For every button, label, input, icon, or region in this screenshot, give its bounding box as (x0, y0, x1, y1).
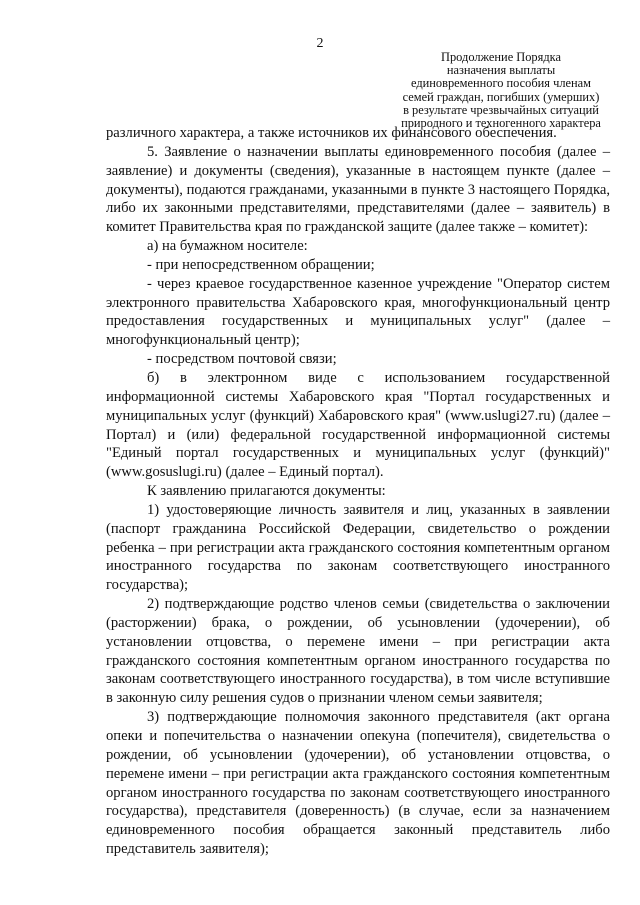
header-note-line: единовременного пособия членам (411, 76, 591, 91)
paragraph-document-2: 2) подтверждающие родство членов семьи (свидетельства о заключении (расторжении) брака, о рождении, об усыновлении (удочерении), об установлении отцовства, о перемене имени – при регистрации акта гражданского состояния компетентным органом иностранного государства по законам соответствующего иностранного государства), в том числе вступившие в законную силу решения судов о признании членом семьи заявителя; (106, 596, 610, 707)
document-body (106, 124, 610, 859)
paragraph-document-3: 3) подтверждающие полномочия законного представителя (акт органа опеки и попечительства о назначении опекуна (попечителя), свидетельства о рождении, об усыновлении (удочерении), об установлении отцовства, о перемене имени – при регистрации акта гражданского состояния компетентным органом иностранного государства по законам соответствующего иностранного государства), представителя (доверенность) (в случае, если за назначением единовременного пособия обращается законный представитель либо представитель заявителя); (106, 709, 610, 858)
paragraph-subitem-a: а) на бумажном носителе: (147, 238, 308, 255)
paragraph-bullet: - посредством почтовой связи; (147, 351, 337, 368)
header-note-line: Продолжение Порядка (441, 50, 561, 64)
paragraph-document-1: 1) удостоверяющие личность заявителя и лиц, указанных в заявлении (паспорт гражданина Российской Федерации, свидетельство о рождении ребенка – при регистрации акта гражданского состояния компетентным органом иностранного государства по законам соответствующего иностранного государства); (106, 501, 610, 594)
paragraph-documents-intro: К заявлению прилагаются документы: (147, 483, 386, 500)
header-note (393, 51, 609, 130)
paragraph-bullet: - через краевое государственное казенное учреждение "Оператор систем электронного правительства Хабаровского края, многофункциональный центр предоставления государственных и муниципальных услуг" (далее – многофункциональный центр); (106, 275, 610, 349)
paragraph-item-5: 5. Заявление о назначении выплаты единовременного пособия (далее – заявление) и документы (сведения), указанные в настоящем пункте (далее – документы), подаются гражданами, указанными в пункте 3 настоящего Порядка, либо их законными представителями, представителями (далее – заявитель) в комитет Правительства края по гражданской защите (далее также – комитет): (106, 143, 610, 236)
page-number: 2 (316, 36, 324, 51)
header-note-line: назначения выплаты (446, 63, 556, 78)
paragraph-continuation: различного характера, а также источников их финансового обеспечения. (106, 125, 557, 141)
header-note-line: семей граждан, погибших (умерших) (402, 89, 600, 104)
paragraph-subitem-b: б) в электронном виде с использованием государственной информационной системы Хабаровского края "Портал государственных и муниципальных услуг (функций) Хабаровского края" (www.uslugi27.ru) (далее – Портал) и (или) федеральной государственной информационной системы "Единый портал государственных и муниципальных услуг (функций)" (www.gosuslugi.ru) (далее – Единый портал). (106, 369, 610, 481)
header-note-line: природного и техногенного характера (401, 116, 601, 131)
header-note-line: в результате чрезвычайных ситуаций (403, 102, 599, 117)
paragraph-bullet: - при непосредственном обращении; (147, 256, 375, 273)
